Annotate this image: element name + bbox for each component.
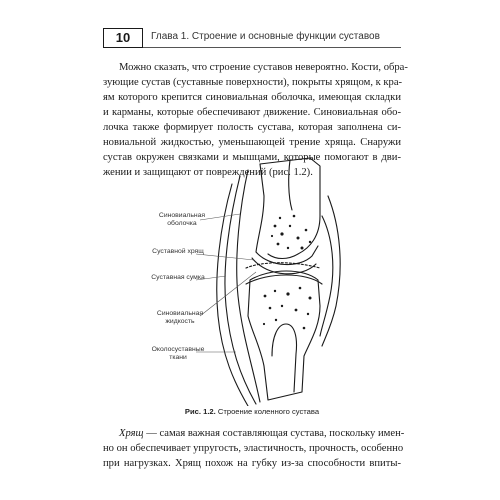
label-joint-capsule: Суставная сумка: [151, 274, 205, 281]
paragraph-line: Можно сказать, что строение суставов невероятно. Кости, обра-: [119, 62, 408, 73]
page-number: 10: [103, 28, 143, 48]
paragraph-line: при нагрузках. Хрящ похож на губку из-за способности впиты-: [103, 458, 401, 469]
paragraph-line: лочка также формирует полость сустава, которая заполнена си-: [103, 122, 401, 133]
cartilage-paragraph: [103, 426, 405, 471]
paragraph-line: и карманы, которые обеспечивают движение. Синовиальная обо-: [103, 107, 401, 118]
label-articular-cartilage: Суставной хрящ: [152, 248, 204, 255]
caption-prefix: Рис. 1.2.: [184, 407, 216, 416]
paragraph-line: зующие сустав (суставные поверхности), покрыты хрящом, к кра-: [103, 77, 403, 88]
chapter-title: Глава 1. Строение и основные функции суставов: [151, 31, 380, 42]
paragraph-line: сустав окружен связками и мышцами, которые помогают в дви-: [103, 152, 401, 163]
paragraph-line: [103, 426, 405, 441]
label-synovial-membrane: Синовиальная оболочка: [158, 212, 206, 227]
paragraph-line-text: — самая важная составляющая сустава, поскольку имен-: [143, 428, 405, 439]
header-divider: [143, 47, 401, 48]
caption-text: Строение коленного сустава: [217, 407, 320, 416]
page-header: [103, 28, 403, 48]
label-periarticular-tissues: Околосуставные ткани: [151, 346, 205, 361]
knee-joint-figure: [151, 156, 360, 406]
paragraph-line: жении и защищают от повреждений (рис. 1.2).: [103, 167, 313, 178]
paragraph-line: новиальной жидкостью, уменьшающей трение хряща. Снаружи: [103, 137, 401, 148]
term-cartilage: Хрящ: [119, 428, 144, 439]
label-synovial-fluid: Синовиальная жидкость: [156, 310, 204, 325]
paragraph-line: но он обеспечивает упругость, эластичность, прочность, особенно: [103, 443, 404, 454]
figure-caption: [103, 407, 401, 416]
paragraph-line: ям которого крепится синовиальная оболочка, имеющая складки: [103, 92, 401, 103]
